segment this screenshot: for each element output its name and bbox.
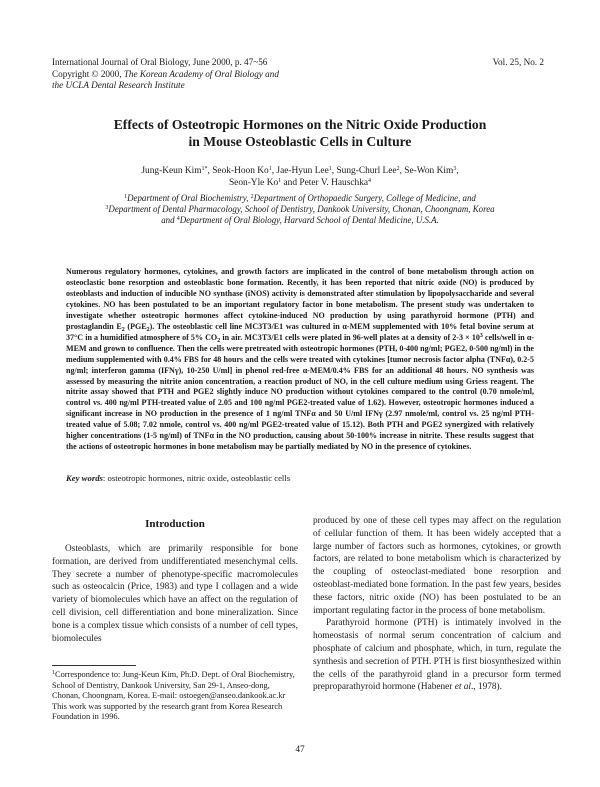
footnote: $^1$Correspondence to: Jung-Keun Kim, Ph.D. Dept. of Oral Biochemistry, School of Dentistry, Dankook University, San 29-1, Anseo-dong, Chonan, Choongnam, Korea. E-mail: ostoegen@anseo.dankook.ac.kr This work was supported by the research grant from Korea Research Foundation in 1996.	[52, 670, 295, 722]
abstract: Numerous regulatory hormones, cytokines, and growth factors are implicated in the control of bone metabolism through action on osteoclastic bone resorption and osteoblastic bone formation. Recently, it has been reported that nitric oxide (NO) is produced by osteoblasts and induction of inducible NO synthase (iNOS) activity is demonstrated after stimulation by lipopolysaccharide and several cytokines. NO has been postulated to be an important regulatory factor in bone metabolism. The present study was undertaken to investigate whether osteotropic hormones affect cytokine-induced NO production by using parathyroid hormone (PTH) and prostaglandin $E_2$ $(PGE_2)$. The osteoblastic cell line MC3T3/E1 was cultured in α-MEM supplemented with 10% fetal bovine serum at 37°C in a humidified atmosphere of 5% $CO_2$ in air. MC3T3/E1 cells were plated in 96-well plates at a density of $2-3 \times 10^3$ cells/well in α-MEM and grown to confluence. Then the cells were pretreated with osteotropic hormones (PTH, 0-400 ng/ml; PGE2, 0-500 ng/ml) in the medium supplemented with 0.4% FBS for 48 hours and the cells were treated with cytokines [tumor necrosis factor alpha (TNFα), 0.2-5 ng/ml; interferon gamma (IFNγ), 10-250 U/ml] in phenol red-free α-MEM/0.4% FBS for an additional 48 hours. NO synthesis was assessed by measuring the nitrite anion concentration, a reaction product of NO, in the cell culture medium using Griess reagent. The nitrite assay showed that PTH and PGE2 slightly induce NO production without cytokines compared to the control (0.70 nmole/ml, control vs. 400 ng/ml PTH-treated value of 2.05 and 100 ng/ml PGE2-treated value of 1.62). However, osteotropic hormones induced a significant increase in NO production in the presence of 1 ng/ml TNFα and 50 U/ml IFNγ (2.97 nmole/ml, control vs. 25 ng/ml PTH-treated value of 5.08; 7.02 nmole, control vs. 400 ng/ml PGE2-treated value of 15.12). Both PTH and PGE2 synergized with relatively higher concentrations (1-5 ng/ml) of TNFα in the NO production, causing about 50-100% increase in nitrite. These results suggest that the actions of osteotropic hormones in bone metabolism may be partially mediated by NO in the presence of cytokines.	[66, 267, 534, 452]
author: Se-Won Kim	[404, 166, 454, 176]
journal-citation: International Journal of Oral Biology, June 2000, p. 47~56	[52, 57, 268, 67]
affiliations: $^1$Department of Oral Biochemistry, $^2$Department of Orthopaedic Surgery, College of Medicine, and $^3$Department of Dental Pharmacology, School of Dentistry, Dankook University, Chonan, Choongnam, Korea and $^4$Department of Oral Biology, Harvard School of Dental Medicine, U.S.A.	[105, 193, 495, 225]
paragraph: Parathyroid hormone (PTH) is intimately involved in the homeostasis of normal serum concentration of calcium and phosphate of calcium and phosphate, which, in turn, regulate the synthesis and secretion of PTH. PTH is first biosynthesized within the cells of the parathyroid gland in a precursor form termed preproparathyroid hormone (Habener et al., 1978).	[313, 618, 561, 693]
journal-header	[52, 57, 412, 92]
volume-number: Vol. 25, No. 2	[492, 57, 544, 67]
keywords: Key words: osteotropic hormones, nitric oxide, osteoblastic cells	[66, 473, 291, 483]
author: Seon-Yle Ko	[228, 178, 279, 188]
page-number: 47	[295, 745, 305, 755]
author: Jae-Hyun Lee	[276, 166, 329, 176]
author: Sung-Churl Lee	[336, 166, 397, 176]
copyright-line: Copyright © 2000, The Korean Academy of Oral Biology and	[52, 68, 279, 79]
intro-left-column	[52, 543, 298, 645]
author: Jung-Keun Kim	[141, 166, 202, 176]
title-line-2: in Mouse Osteoblastic Cells in Culture	[188, 133, 412, 149]
paragraph: Osteoblasts, which are primarily responsible for bone formation, are derived from undifferentiated mesenchymal cells. They secrete a number of phenotype-specific macromolecules such as osteocalcin (Price, 1983) and type I collagen and a wide variety of biomolecules which have an affect on the regulation of cell division, cell differentiation and bone mineralization. Since bone is a complex tissue which consists of a number of cell types, biomolecules	[52, 544, 298, 644]
author: Seok-Hoon Ko	[212, 166, 269, 176]
keywords-label: Key words	[66, 473, 103, 483]
intro-right-column	[313, 515, 561, 694]
section-heading-introduction: Introduction	[145, 518, 205, 530]
article-title	[40, 117, 560, 150]
author: Peter V. Hauschka	[299, 178, 369, 188]
author-list: Jung-Keun Kim$^{1*}$, Seok-Hoon Ko$^1$, Jae-Hyun Lee$^1$, Sung-Churl Lee$^2$, Se-Won Kim$^3$, Seon-Yle Ko$^1$ and Peter V. Hauschka$^4$	[141, 166, 459, 188]
title-line-1: Effects of Osteotropic Hormones on the Nitric Oxide Production	[113, 117, 487, 132]
paragraph: produced by one of these cell types may affect on the regulation of cellular function of them. It has been widely accepted that a large number of factors such as hormones, cytokines, or growth factors, are related to bone metabolism which is characterized by the coupling of osteoclast-mediated bone resorption and osteoblast-mediated bone formation. In the past few years, besides these factors, nitric oxide (NO) has been postulated to be an important regulating factor in the process of bone metabolism.	[313, 516, 561, 616]
copyright-line-2: the UCLA Dental Research Institute	[52, 80, 185, 91]
footnote-divider	[52, 665, 136, 666]
